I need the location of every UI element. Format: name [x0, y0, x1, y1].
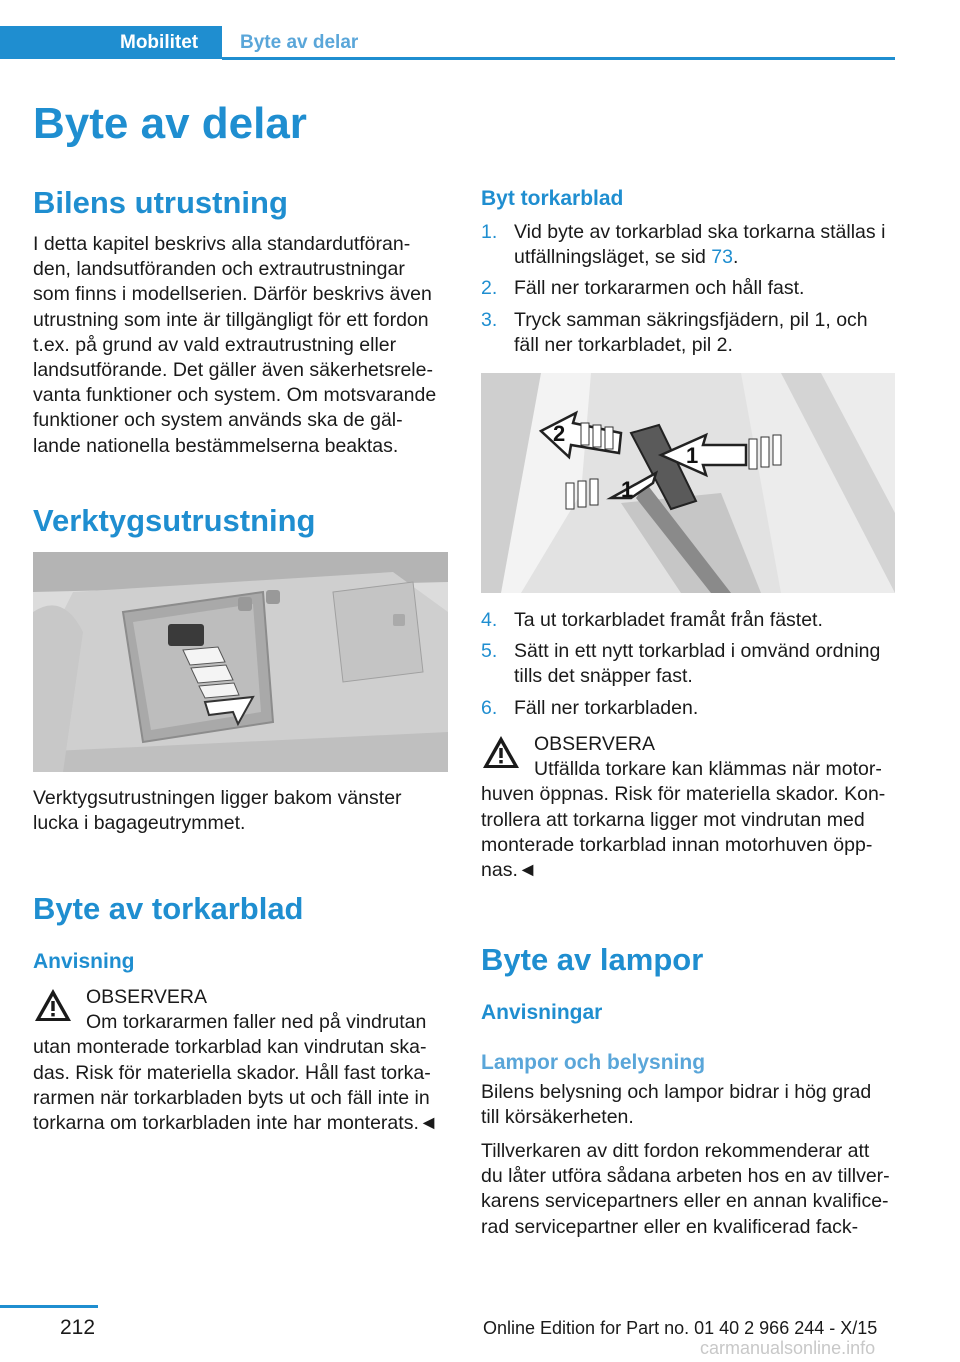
subheading-lampor-och-belysning: Lampor och belysning [481, 1051, 706, 1074]
warning-triangle-icon [33, 987, 73, 1023]
wiper-blade-image [481, 373, 895, 593]
edition-text: Online Edition for Part no. 01 40 2 966 244 - X/15 [483, 1318, 878, 1338]
warning-label: OBSERVERA [534, 733, 656, 755]
heading-bilens-utrustning: Bilens utrustning [33, 185, 288, 220]
lamps-paragraph-2: Tillverkaren av ditt fordon rekommenderar att du låter utföra sådana arbeten hos en av tillver- karens servicepartners eller en annan kvalifice- rad servicepartner eller en kvalificerad fack- [481, 1140, 890, 1238]
heading-verktygsutrustning: Verktygsutrustning [33, 503, 316, 538]
list-item: 1. Vid byte av torkarblad ska torkarna ställas i utfällningsläget, se sid 73. [481, 221, 886, 269]
warning-note-left: OBSERVERA Om torkararmen faller ned på vindrutan utan monterade torkarblad kan vindrutan ska- das. Risk för materiella skador. Håll fast torka- rarmen när torkarbladen byts ut och fäll inte in torkarna om torkarbladen inte har monterats.◄ [33, 985, 448, 1136]
list-item: 6. Fäll ner torkarbladen. [481, 696, 699, 719]
list-item: 2. Fäll ner torkararmen och håll fast. [481, 277, 805, 300]
lamps-paragraph-1: Bilens belysning och lampor bidrar i hög grad till körsäkerheten. [481, 1081, 872, 1129]
list-item: 4. Ta ut torkarbladet framåt från fästet. [481, 609, 823, 631]
subheading-byt-torkarblad: Byt torkarblad [481, 187, 624, 210]
subsection-tab[interactable]: Byte av delar [240, 32, 359, 53]
heading-byte-av-torkarblad: Byte av torkarblad [33, 891, 304, 926]
page-title: Byte av delar [33, 99, 307, 148]
figure-label-arrow-1b: 1 [621, 477, 634, 502]
header-rule [222, 57, 895, 60]
steps-list-a [481, 220, 896, 358]
list-item: 5. Sätt in ett nytt torkarblad i omvänd ordning tills det snäpper fast. [481, 640, 881, 688]
figure-label-arrow-2: 2 [553, 421, 566, 446]
intro-paragraph: I detta kapitel beskrivs alla standardutföran- den, landsutföranden och extrautrustningar som finns i modellserien. Därför beskrivs även utrustning som inte är tillgängligt för ett fordon t.ex. på grund av vald extrautrustning eller landsutförande. Det gäller även säkerhetsrele- vanta funktioner och system. Om motsvarande funktioner och system används ska de gäl- lande nationella bestämmelserna beaktas. [33, 233, 437, 457]
footer-rule [0, 1305, 98, 1308]
warning-triangle-icon [481, 734, 521, 770]
warning-label: OBSERVERA [86, 986, 208, 1008]
steps-list-b [481, 608, 896, 721]
subheading-anvisningar: Anvisningar [481, 1001, 603, 1024]
subheading-anvisning: Anvisning [33, 950, 135, 973]
section-tab[interactable]: Mobilitet [0, 26, 222, 59]
warning-note-right: OBSERVERA Utfällda torkare kan klämmas när motor- huven öppnas. Risk för materiella skador. Kon- trollera att torkarna ligger mot vindrutan med monterade torkarblad innan motorhuven öpp- nas.◄ [481, 732, 896, 883]
watermark: carmanualsonline.info [700, 1338, 876, 1358]
heading-byte-av-lampor: Byte av lampor [481, 942, 704, 977]
trunk-tool-image [33, 552, 448, 772]
list-item: 3. Tryck samman säkringsfjädern, pil 1, och fäll ner torkarbladet, pil 2. [481, 308, 868, 356]
trunk-caption: Verktygsutrustningen ligger bakom vänster lucka i bagageutrymmet. [33, 787, 402, 835]
header-bar [0, 26, 895, 62]
page-number: 212 [60, 1316, 96, 1339]
figure-label-arrow-1a: 1 [686, 443, 699, 468]
page-link-73[interactable]: 73 [711, 246, 733, 269]
